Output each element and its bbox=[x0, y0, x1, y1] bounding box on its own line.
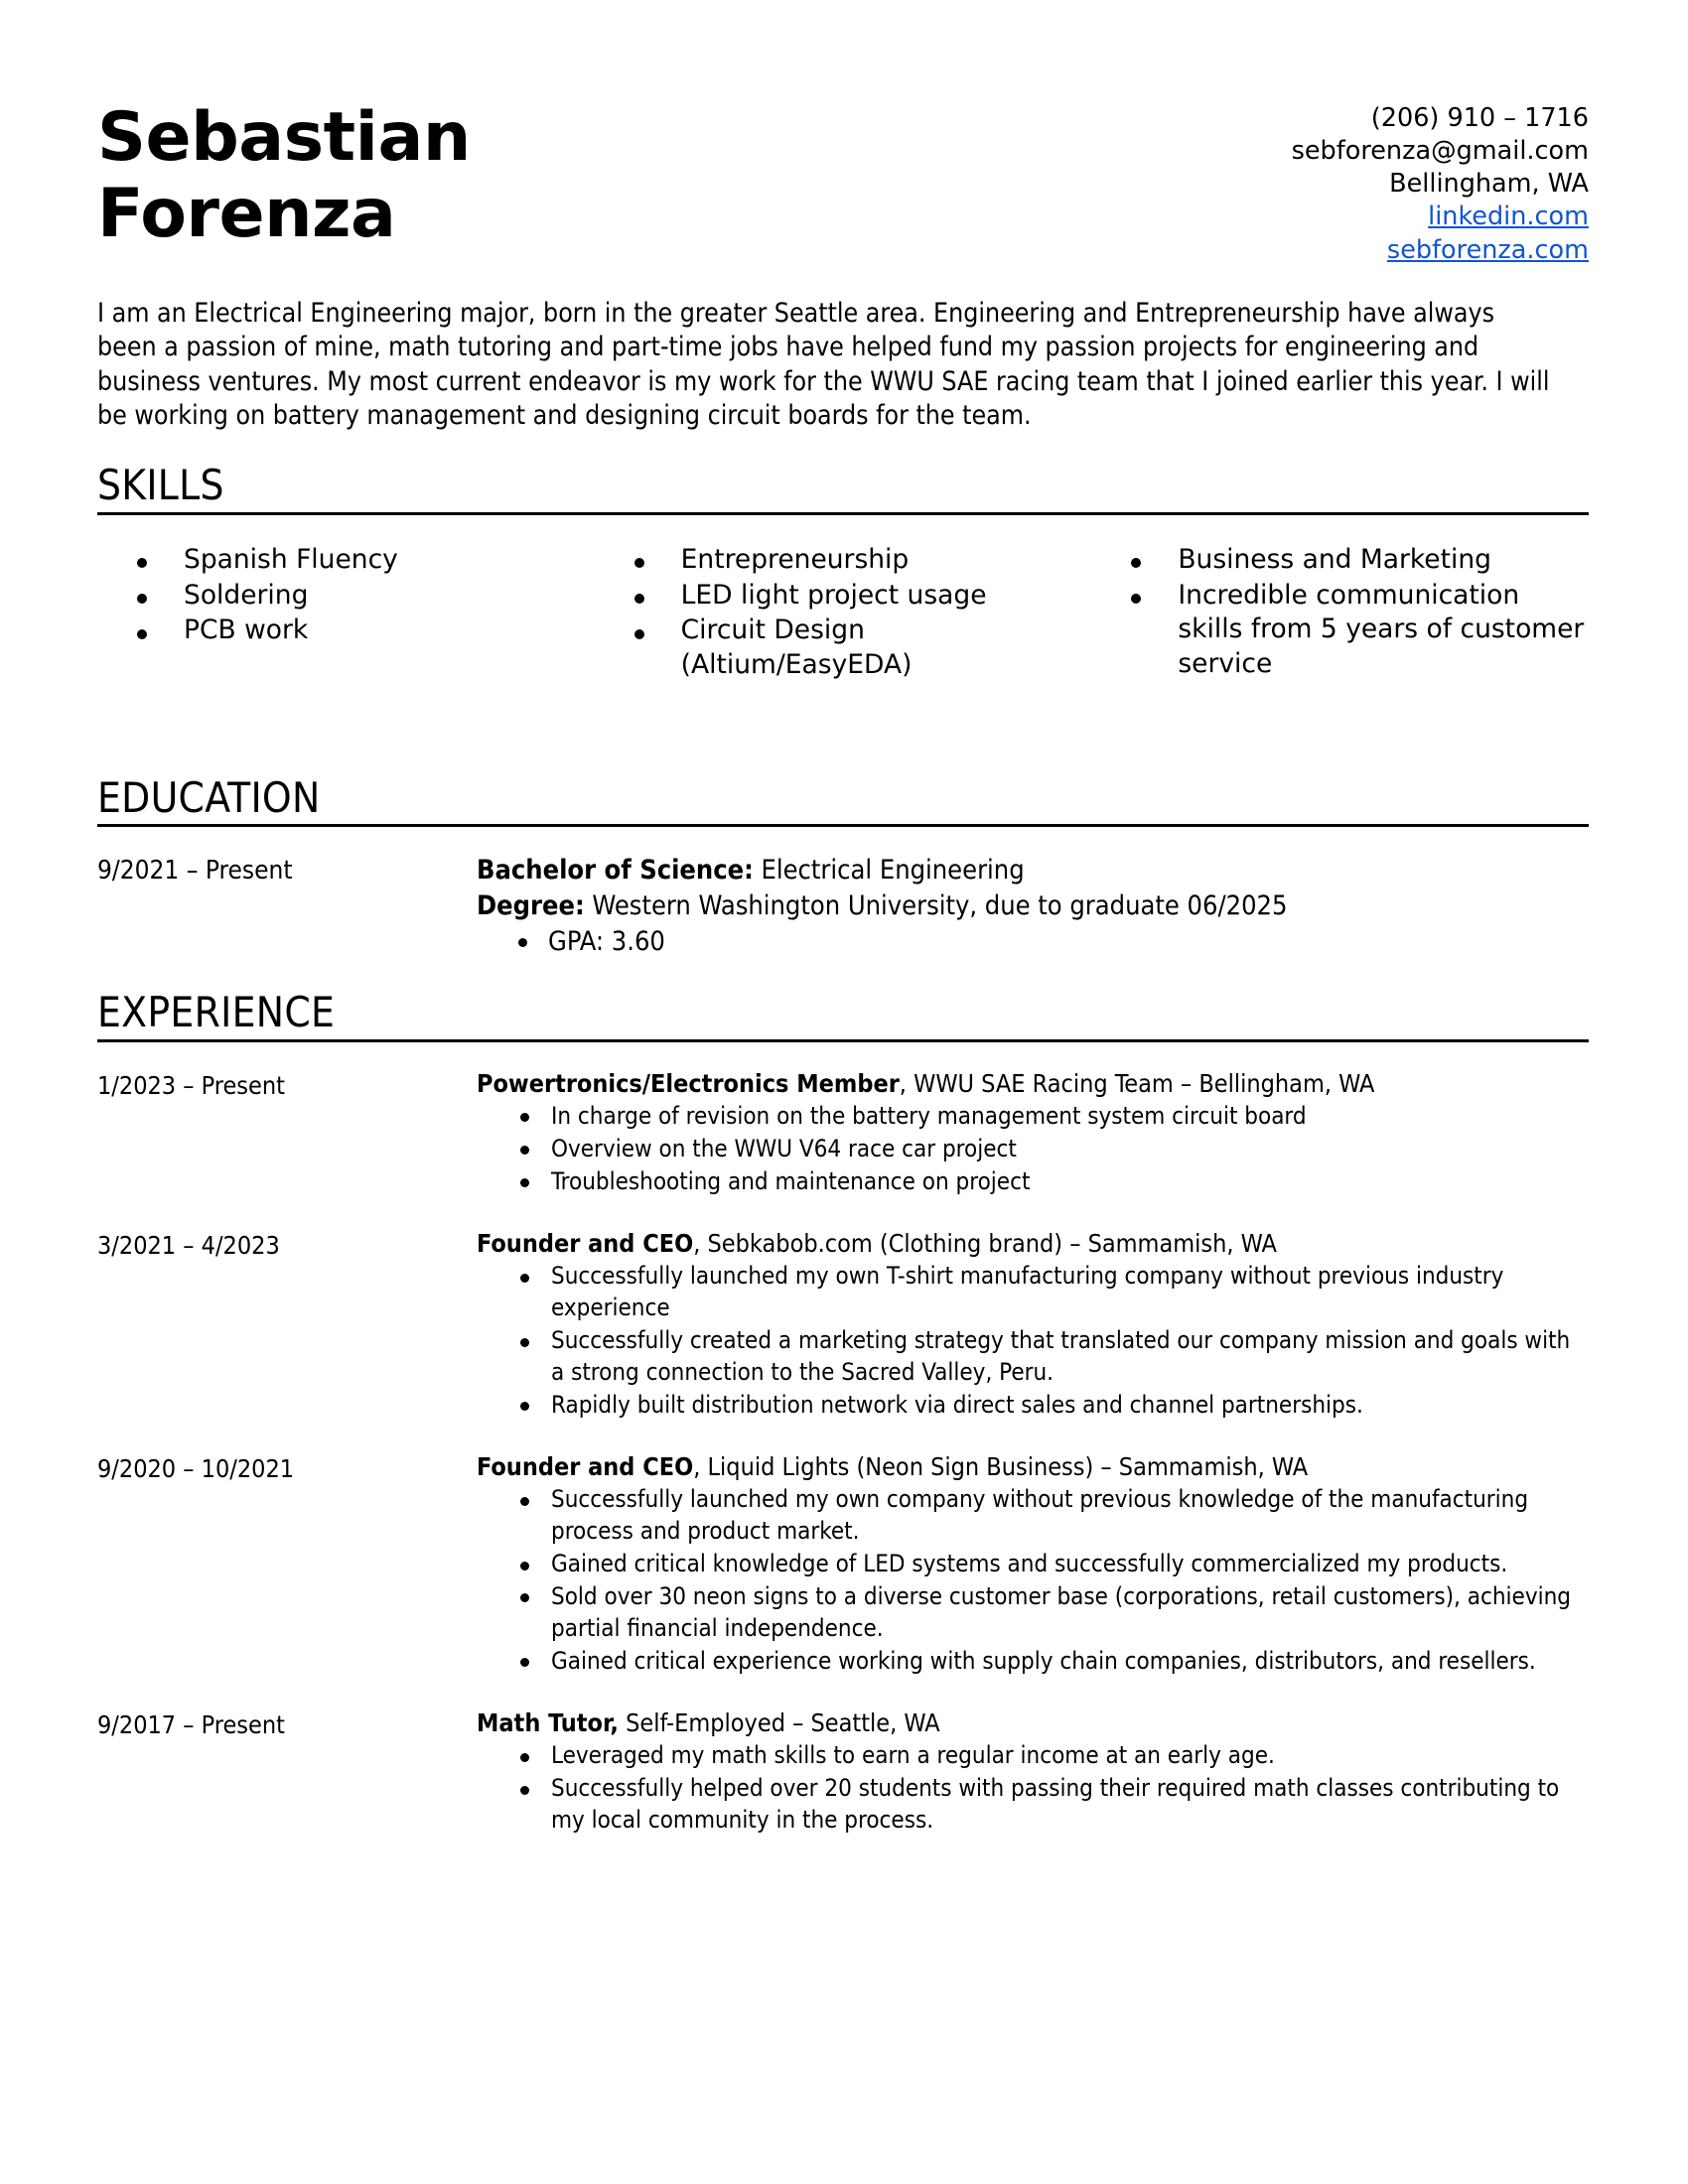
education-entries bbox=[97, 853, 1589, 960]
skill-label: Circuit Design (Altium/EasyEDA) bbox=[680, 614, 913, 680]
experience-entry bbox=[97, 1707, 1589, 1837]
entry-title bbox=[477, 1451, 1589, 1484]
skills-list-1 bbox=[129, 543, 595, 648]
bullet-text: GPA: 3.60 bbox=[548, 926, 665, 958]
skill-label: PCB work bbox=[184, 614, 309, 646]
bullet-text: Successfully launched my own company without previous knowledge of the manufacturing process and product market. bbox=[551, 1485, 1529, 1546]
skill-label: Entrepreneurship bbox=[680, 543, 910, 575]
bullet-text: Successfully helped over 20 students with passing their required math classes contributing to my local community in the process. bbox=[551, 1774, 1560, 1834]
experience-entry bbox=[97, 1068, 1589, 1198]
bullet-icon bbox=[1131, 558, 1141, 568]
entry-date: 9/2020 – 10/2021 bbox=[97, 1453, 295, 1483]
contact-location: Bellingham, WA bbox=[1389, 169, 1589, 200]
skills-spacer bbox=[97, 684, 1589, 746]
bullet-icon bbox=[520, 1497, 529, 1506]
skills-section-title: SKILLS bbox=[97, 461, 224, 510]
list-item bbox=[477, 1484, 1589, 1548]
bullet-icon bbox=[520, 1658, 529, 1667]
entry-title-rest: Electrical Engineering bbox=[753, 854, 1025, 886]
bullet-text: Successfully launched my own T-shirt manufacturing company without previous industry experience bbox=[551, 1262, 1504, 1322]
entry-subtitle-rest: Western Washington University, due to graduate 06/2025 bbox=[584, 889, 1288, 921]
bullet-icon bbox=[520, 1786, 529, 1795]
bullet-text: Overview on the WWU V64 race car project bbox=[551, 1134, 1017, 1162]
bullet-text: Gained critical knowledge of LED systems and successfully commercialized my products. bbox=[551, 1550, 1508, 1578]
bullet-icon bbox=[520, 1338, 529, 1347]
list-item bbox=[1123, 579, 1589, 682]
entry-body bbox=[477, 853, 1589, 960]
list-item bbox=[477, 1134, 1589, 1165]
name-first: Sebastian bbox=[97, 98, 471, 177]
list-item bbox=[477, 1101, 1589, 1133]
list-item bbox=[129, 579, 595, 614]
bullet-icon bbox=[520, 1146, 529, 1155]
list-item bbox=[477, 1549, 1589, 1580]
bullet-icon bbox=[520, 1593, 529, 1602]
resume-header bbox=[97, 94, 1589, 267]
bullet-icon bbox=[520, 1753, 529, 1762]
education-section bbox=[97, 772, 1589, 961]
skills-section bbox=[97, 463, 1589, 683]
skills-column-2 bbox=[595, 543, 1092, 684]
list-item bbox=[477, 1773, 1589, 1837]
entry-date: 9/2021 – Present bbox=[97, 855, 293, 886]
contact-email: sebforenza@gmail.com bbox=[1291, 136, 1589, 167]
education-entry bbox=[97, 853, 1589, 960]
bullet-icon bbox=[520, 1562, 529, 1570]
entry-bullet-list bbox=[477, 924, 1589, 960]
skill-label: Incredible communication skills from 5 years of customer service bbox=[1178, 579, 1585, 679]
list-item bbox=[477, 1325, 1589, 1389]
list-item bbox=[627, 614, 1092, 682]
website-link[interactable]: sebforenza.com bbox=[1386, 234, 1589, 265]
entry-title-rest: , Sebkabob.com (Clothing brand) – Sammamish, WA bbox=[693, 1228, 1277, 1258]
candidate-name bbox=[97, 100, 471, 253]
skill-label: Soldering bbox=[184, 579, 309, 611]
linkedin-link[interactable]: linkedin.com bbox=[1428, 202, 1589, 232]
bullet-text: In charge of revision on the battery management system circuit board bbox=[551, 1102, 1307, 1130]
entry-date: 3/2021 – 4/2023 bbox=[97, 1230, 280, 1260]
entry-subtitle-bold: Degree: bbox=[477, 889, 585, 921]
bullet-icon bbox=[137, 629, 147, 639]
entry-body bbox=[477, 1228, 1589, 1422]
bullet-icon bbox=[634, 558, 644, 568]
summary-paragraph: I am an Electrical Engineering major, born in the greater Seattle area. Engineering and Entrepreneurship have always been a passion of mine, math tutoring and part-time jobs have helped fund my passion projects for engineering and business ventures. My most current endeavor is my work for the WWU SAE racing team that I joined earlier this year. I will be working on battery management and designing circuit boards for the team. bbox=[97, 297, 1550, 432]
bullet-text: Troubleshooting and maintenance on project bbox=[551, 1166, 1031, 1195]
entry-title-rest: Self-Employed – Seattle, WA bbox=[618, 1707, 940, 1737]
experience-entry bbox=[97, 1451, 1589, 1678]
entry-bullet-list bbox=[477, 1740, 1589, 1837]
list-item bbox=[1123, 543, 1589, 578]
skills-column-1 bbox=[97, 543, 595, 684]
list-item bbox=[627, 543, 1092, 578]
list-item bbox=[477, 1581, 1589, 1645]
entry-title-bold: Bachelor of Science: bbox=[477, 854, 754, 886]
skill-label: Business and Marketing bbox=[1178, 543, 1491, 575]
list-item bbox=[477, 1646, 1589, 1678]
bullet-text: Leveraged my math skills to earn a regular income at an early age. bbox=[551, 1741, 1275, 1770]
experience-divider bbox=[97, 1039, 1589, 1042]
skills-columns bbox=[97, 543, 1589, 684]
bullet-icon bbox=[1131, 594, 1141, 604]
list-item bbox=[627, 579, 1092, 614]
bullet-icon bbox=[137, 558, 147, 568]
list-item bbox=[477, 924, 1589, 960]
entry-title bbox=[477, 1228, 1589, 1261]
bullet-icon bbox=[520, 1274, 529, 1283]
entry-title-bold: Math Tutor, bbox=[477, 1707, 619, 1737]
entry-body bbox=[477, 1707, 1589, 1837]
bullet-icon bbox=[634, 594, 644, 604]
skills-list-3 bbox=[1123, 543, 1589, 682]
bullet-text: Gained critical experience working with supply chain companies, distributors, and resellers. bbox=[551, 1646, 1536, 1675]
education-section-title: EDUCATION bbox=[97, 772, 321, 822]
bullet-icon bbox=[520, 1178, 529, 1187]
entry-body bbox=[477, 1451, 1589, 1678]
experience-entry bbox=[97, 1228, 1589, 1422]
education-divider bbox=[97, 824, 1589, 827]
entry-title-rest: , Liquid Lights (Neon Sign Business) – Sammamish, WA bbox=[693, 1451, 1309, 1481]
entry-title-bold: Powertronics/Electronics Member bbox=[477, 1068, 900, 1098]
entry-date: 9/2017 – Present bbox=[97, 1709, 285, 1739]
bullet-icon bbox=[518, 938, 527, 947]
bullet-icon bbox=[634, 629, 644, 639]
name-last: Forenza bbox=[97, 174, 396, 253]
bullet-icon bbox=[137, 594, 147, 604]
entry-body bbox=[477, 1068, 1589, 1198]
bullet-icon bbox=[520, 1113, 529, 1122]
entry-title bbox=[477, 1068, 1589, 1101]
bullet-text: Rapidly built distribution network via direct sales and channel partnerships. bbox=[551, 1390, 1363, 1419]
entry-bullet-list bbox=[477, 1101, 1589, 1198]
contact-phone: (206) 910 – 1716 bbox=[1370, 103, 1589, 133]
entry-title-rest: , WWU SAE Racing Team – Bellingham, WA bbox=[899, 1068, 1375, 1098]
skills-column-3 bbox=[1091, 543, 1589, 684]
entry-subtitle bbox=[477, 888, 1589, 924]
bullet-text: Successfully created a marketing strategy that translated our company mission and goals with a strong connection to the Sacred Valley, Peru. bbox=[551, 1326, 1571, 1386]
entry-title-bold: Founder and CEO bbox=[477, 1451, 694, 1481]
entry-date: 1/2023 – Present bbox=[97, 1070, 285, 1100]
entry-title-bold: Founder and CEO bbox=[477, 1228, 694, 1258]
list-item bbox=[477, 1740, 1589, 1772]
list-item bbox=[477, 1390, 1589, 1422]
contact-info bbox=[1292, 94, 1589, 267]
skill-label: Spanish Fluency bbox=[184, 543, 398, 575]
bullet-icon bbox=[520, 1402, 529, 1411]
list-item bbox=[129, 543, 595, 578]
entry-title bbox=[477, 1707, 1589, 1740]
skills-list-2 bbox=[627, 543, 1092, 683]
experience-section-title: EXPERIENCE bbox=[97, 988, 336, 1037]
list-item bbox=[477, 1261, 1589, 1324]
entry-title bbox=[477, 853, 1589, 888]
entry-bullet-list bbox=[477, 1484, 1589, 1677]
experience-entries bbox=[97, 1068, 1589, 1837]
bullet-text: Sold over 30 neon signs to a diverse customer base (corporations, retail customers), achieving partial financial independence. bbox=[551, 1581, 1571, 1642]
skills-divider bbox=[97, 512, 1589, 515]
experience-section bbox=[97, 990, 1589, 1837]
list-item bbox=[129, 614, 595, 648]
list-item bbox=[477, 1166, 1589, 1198]
entry-bullet-list bbox=[477, 1261, 1589, 1422]
skill-label: LED light project usage bbox=[680, 579, 987, 611]
